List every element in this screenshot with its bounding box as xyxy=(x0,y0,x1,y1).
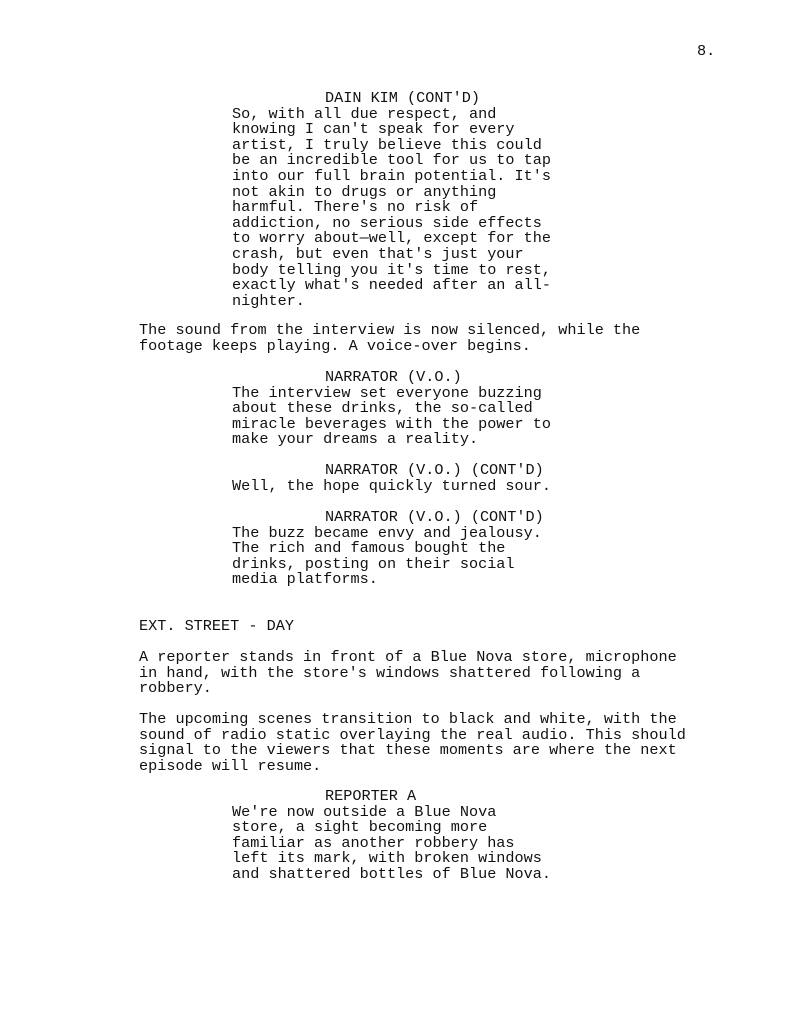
action-paragraph xyxy=(139,650,677,697)
dialogue-line: miracle beverages with the power to xyxy=(232,414,551,433)
dialogue-line: exactly what's needed after an all- xyxy=(232,276,551,295)
dialogue-line: knowing I can't speak for every xyxy=(232,120,515,139)
dialogue-line: left its mark, with broken windows xyxy=(232,849,542,868)
character-name: NARRATOR (V.O.) xyxy=(325,368,462,386)
dialogue-line: to worry about—well, except for the xyxy=(232,229,551,248)
dialogue-line: The buzz became envy and jealousy. xyxy=(232,523,542,542)
dialogue-reporter-a xyxy=(0,789,551,883)
dialogue-line: addiction, no serious side effects xyxy=(232,213,542,232)
character-name: REPORTER A xyxy=(325,787,417,805)
page-number: 8. xyxy=(697,42,716,60)
character-name: NARRATOR (V.O.) (CONT'D) xyxy=(325,461,544,479)
dialogue-line: not akin to drugs or anything xyxy=(232,182,497,201)
dialogue-line: artist, I truly believe this could xyxy=(232,135,542,154)
dialogue-line: body telling you it's time to rest, xyxy=(232,260,551,279)
dialogue-line: and shattered bottles of Blue Nova. xyxy=(232,864,551,883)
action-line: A reporter stands in front of a Blue Nova store, microphone xyxy=(139,648,677,666)
dialogue-line: into our full brain potential. It's xyxy=(232,166,551,185)
dialogue-line: nighter. xyxy=(232,291,305,310)
dialogue-line: store, a sight becoming more xyxy=(232,818,488,837)
dialogue-line: The rich and famous bought the xyxy=(232,539,506,558)
scene-heading: EXT. STREET - DAY xyxy=(139,617,294,635)
action-paragraph xyxy=(139,712,686,774)
action-line: episode will resume. xyxy=(139,756,322,775)
dialogue-line: We're now outside a Blue Nova xyxy=(232,802,497,821)
character-name: DAIN KIM (CONT'D) xyxy=(325,89,480,107)
character-name: NARRATOR (V.O.) (CONT'D) xyxy=(325,508,544,526)
dialogue-line: Well, the hope quickly turned sour. xyxy=(232,476,551,495)
dialogue-line: crash, but even that's just your xyxy=(232,244,524,263)
dialogue-line: about these drinks, the so-called xyxy=(232,399,533,418)
dialogue-narrator-contd xyxy=(0,510,544,588)
action-line: robbery. xyxy=(139,679,212,698)
dialogue-line: drinks, posting on their social xyxy=(232,554,515,573)
dialogue-line: familiar as another robbery has xyxy=(232,833,515,852)
dialogue-narrator-contd xyxy=(0,463,551,494)
dialogue-line: be an incredible tool for us to tap xyxy=(232,151,551,170)
dialogue-line: make your dreams a reality. xyxy=(232,430,479,449)
dialogue-narrator xyxy=(0,370,551,448)
dialogue-dain-kim xyxy=(0,91,551,309)
dialogue-line: So, with all due respect, and xyxy=(232,104,497,123)
action-line: footage keeps playing. A voice-over begins. xyxy=(139,336,531,355)
dialogue-line: media platforms. xyxy=(232,570,378,589)
action-line: The upcoming scenes transition to black and white, with the xyxy=(139,710,677,728)
dialogue-line: harmful. There's no risk of xyxy=(232,198,479,217)
action-line: signal to the viewers that these moments are where the next xyxy=(139,741,677,760)
action-paragraph xyxy=(139,323,640,354)
action-line: sound of radio static overlaying the real audio. This should xyxy=(139,725,686,744)
dialogue-line: The interview set everyone buzzing xyxy=(232,383,542,402)
action-line: in hand, with the store's windows shattered following a xyxy=(139,663,641,682)
action-line: The sound from the interview is now silenced, while the xyxy=(139,321,641,339)
